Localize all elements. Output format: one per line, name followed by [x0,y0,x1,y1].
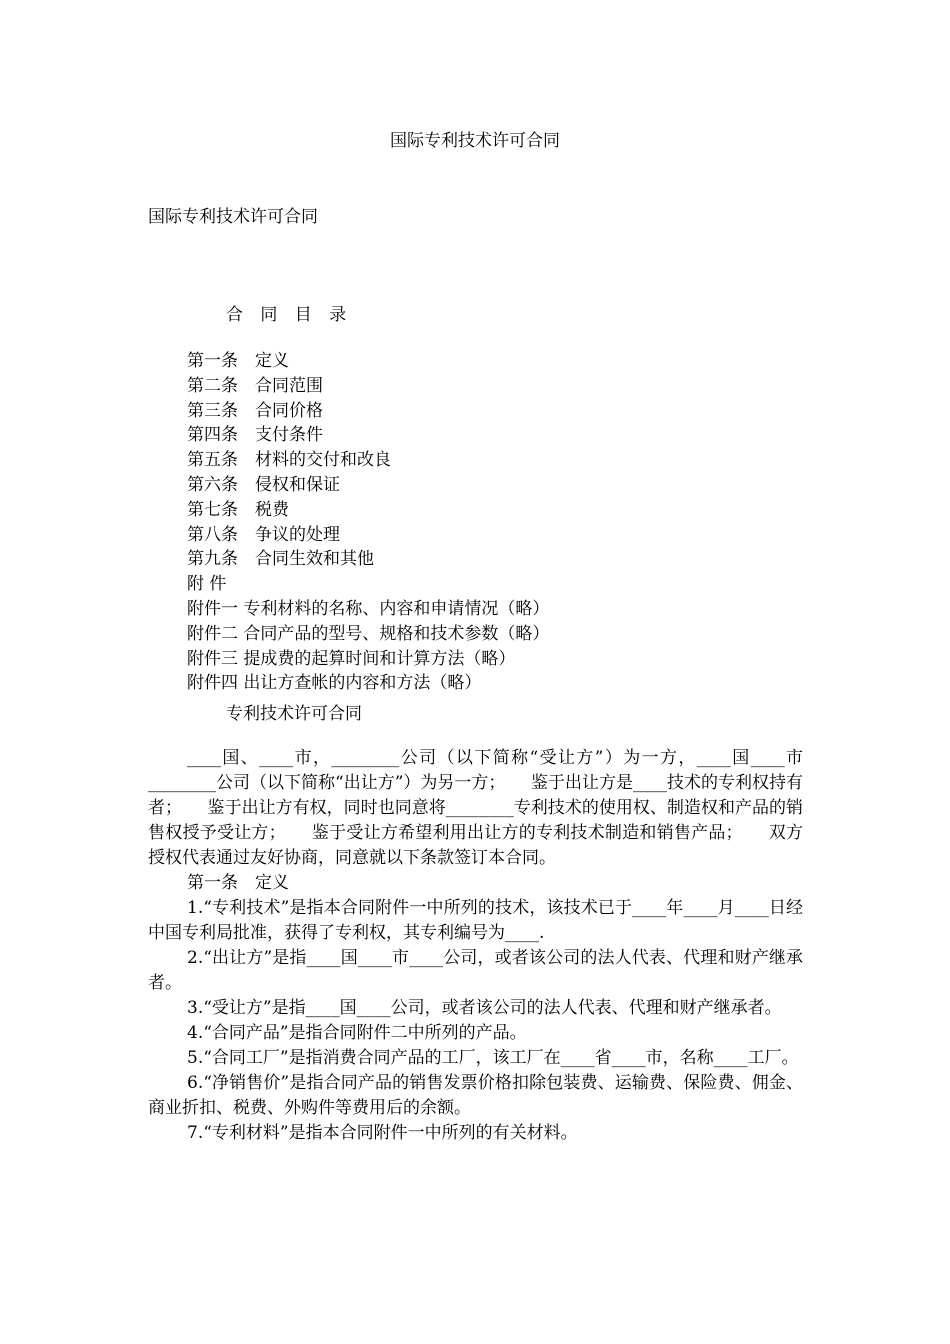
toc-item: 第四条 支付条件 [187,425,323,446]
definition-paragraph: 7.“专利材料”是指本合同附件一中所列的有关材料。 [187,1123,578,1143]
toc-heading: 合 同 目 录 [226,305,353,325]
toc-item: 附件四 出让方查帐的内容和方法（略） [187,673,482,694]
toc-item: 附件二 合同产品的型号、规格和技术参数（略） [187,623,550,644]
definition-paragraph: 5.“合同工厂”是指消费合同产品的工厂，该工厂在____省____市，名称____工厂。 [187,1048,799,1068]
definition-paragraph: 3.“受让方”是指____国____公司，或者该公司的法人代表、代理和财产继承者。 [187,998,782,1018]
contract-heading: 专利技术许可合同 [226,704,362,724]
toc-item: 第一条 定义 [187,351,289,371]
toc-item: 第三条 合同价格 [187,400,323,421]
preamble-paragraph: ____国、____市，________公司（以下简称“受让方”）为一方，____国____市________公司（以下简称“出让方”）为另一方； 鉴于出让方是____技术的专利权持有者； 鉴于出让方有权，同时也同意将________专利技术的使用权、制造权和产品的销售权授予受让方； 鉴于受让方希望利用出让方的专利技术制造和销售产品； 双方授权代表通过友好协商，同意就以下条款签订本合同。 [148,748,803,868]
article-heading: 第一条 定义 [187,873,289,893]
toc-item: 附 件 [187,574,227,595]
toc-item: 第七条 税费 [187,499,289,520]
toc-item: 第五条 材料的交付和改良 [187,450,391,471]
toc-item: 附件三 提成费的起算时间和计算方法（略） [187,648,516,669]
document-title: 国际专利技术许可合同 [390,131,560,151]
table-of-contents [187,349,549,696]
toc-item: 第九条 合同生效和其他 [187,549,374,570]
definition-paragraph: 2.“出让方”是指____国____市____公司，或者该公司的法人代表、代理和财产继承者。 [148,948,803,993]
definition-paragraph: 6.“净销售价”是指合同产品的销售发票价格扣除包装费、运输费、保险费、佣金、商业折扣、税费、外购件等费用后的余额。 [148,1073,803,1118]
contract-body [148,746,803,1146]
toc-item: 第二条 合同范围 [187,375,323,396]
toc-item: 第六条 侵权和保证 [187,474,340,495]
toc-item: 附件一 专利材料的名称、内容和申请情况（略） [187,598,550,619]
definition-paragraph: 1.“专利技术”是指本合同附件一中所列的技术，该技术已于____年____月____日经中国专利局批准，获得了专利权，其专利编号为____. [148,898,803,943]
document-subtitle: 国际专利技术许可合同 [148,207,318,227]
definition-paragraph: 4.“合同产品”是指合同附件二中所列的产品。 [187,1023,527,1043]
toc-item: 第八条 争议的处理 [187,524,340,545]
